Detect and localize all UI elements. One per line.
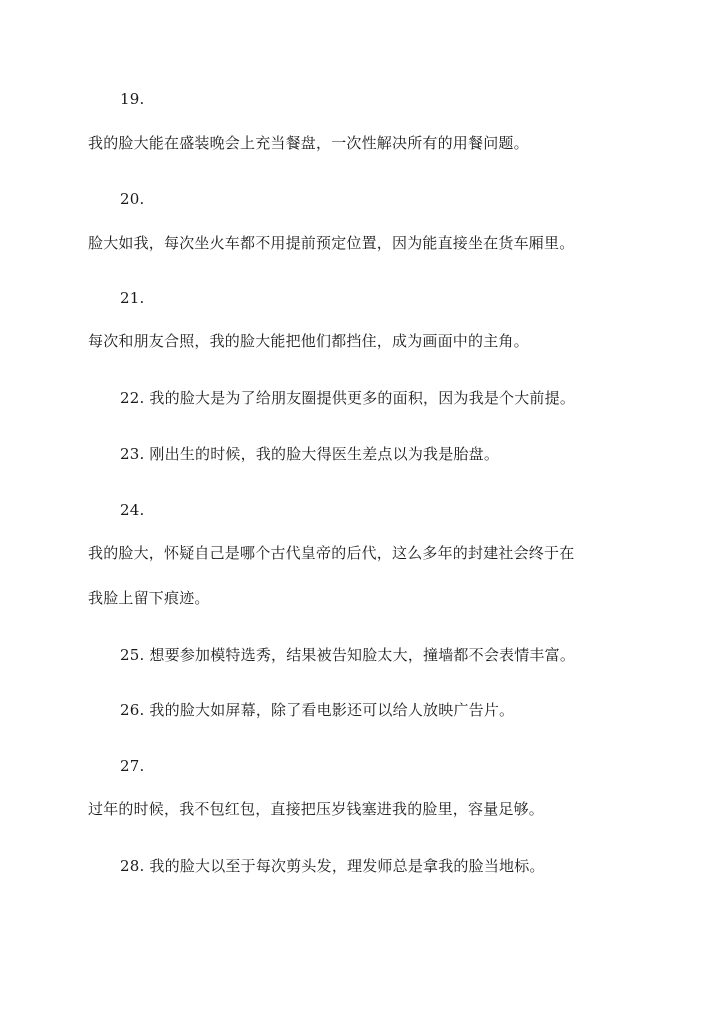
item-19-number: 19. bbox=[120, 90, 145, 108]
item-21-text: 每次和朋友合照，我的脸大能把他们都挡住，成为画面中的主角。 bbox=[88, 332, 529, 350]
item-20-text: 脸大如我，每次坐火车都不用提前预定位置，因为能直接坐在货车厢里。 bbox=[88, 234, 575, 252]
item-23-text: 23. 刚出生的时候，我的脸大得医生差点以为我是胎盘。 bbox=[120, 445, 500, 463]
item-22-text: 22. 我的脸大是为了给朋友圈提供更多的面积，因为我是个大前提。 bbox=[120, 389, 576, 407]
item-25-text: 25. 想要参加模特选秀，结果被告知脸太大，撞墙都不会表情丰富。 bbox=[120, 646, 576, 664]
item-26-text: 26. 我的脸大如屏幕，除了看电影还可以给人放映广告片。 bbox=[120, 701, 515, 719]
item-21-number: 21. bbox=[120, 289, 145, 307]
item-24-number: 24. bbox=[120, 501, 145, 519]
item-24-text-line1: 我的脸大，怀疑自己是哪个古代皇帝的后代，这么多年的封建社会终于在 bbox=[88, 544, 575, 562]
item-24-text-line2: 我脸上留下痕迹。 bbox=[88, 589, 210, 607]
item-27-text: 过年的时候，我不包红包，直接把压岁钱塞进我的脸里，容量足够。 bbox=[88, 800, 545, 818]
item-20-number: 20. bbox=[120, 190, 145, 208]
item-28-text: 28. 我的脸大以至于每次剪头发，理发师总是拿我的脸当地标。 bbox=[120, 857, 545, 875]
item-19-text: 我的脸大能在盛装晚会上充当餐盘，一次性解决所有的用餐问题。 bbox=[88, 134, 529, 152]
item-27-number: 27. bbox=[120, 757, 145, 775]
